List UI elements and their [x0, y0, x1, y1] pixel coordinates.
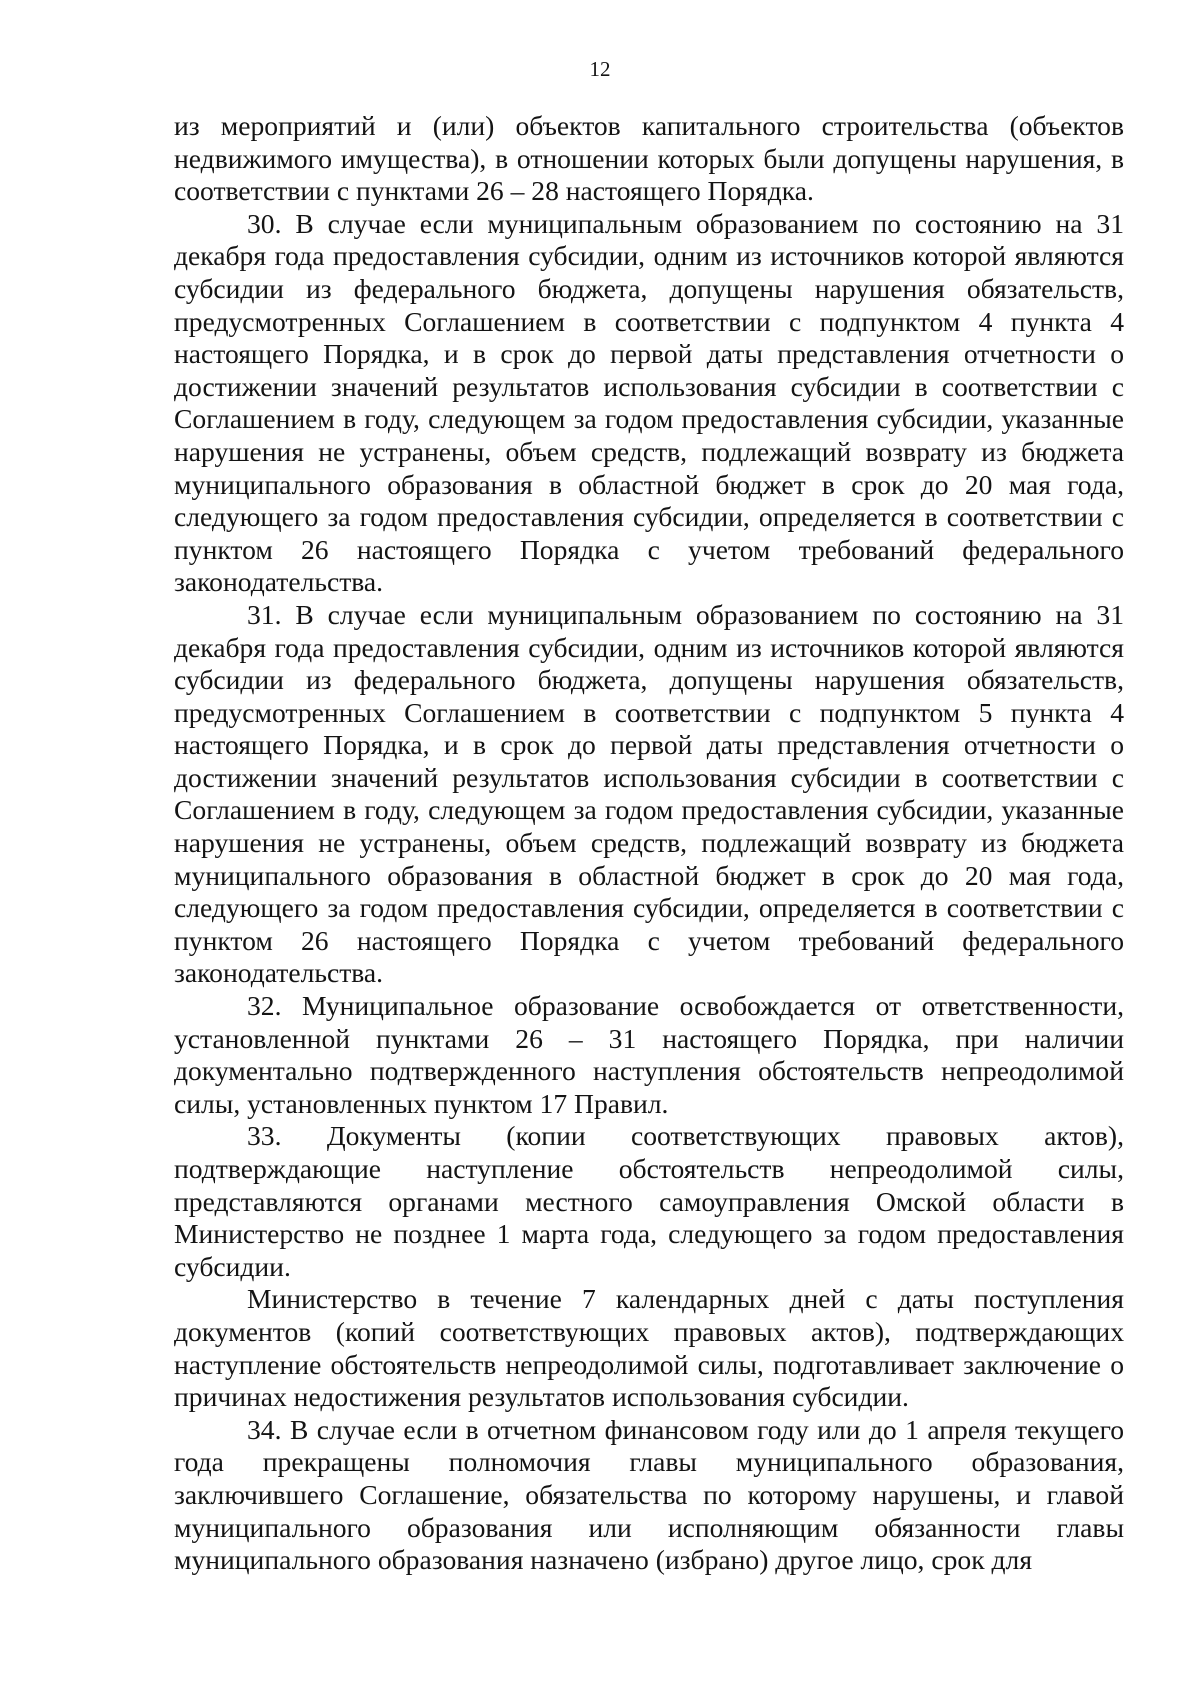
page-number: 12 [589, 57, 611, 81]
paragraph-32: 32. Муниципальное образование освобождается от ответственности, установленной пунктами 26 – 31 настоящего Порядка, при наличии документально подтвержденного наступления обстоятельств непреодолимой силы, установленных пунктом 17 Правил. [174, 990, 1124, 1119]
paragraph-33-continuation: Министерство в течение 7 календарных дней с даты поступления документов (копий соответствующих правовых актов), подтверждающих наступление обстоятельств непреодолимой силы, подготавливает заключение о причинах недостижения результатов использования субсидии. [174, 1283, 1124, 1413]
paragraph-31: 31. В случае если муниципальным образованием по состоянию на 31 декабря года предоставления субсидии, одним из источников которой являются субсидии из федерального бюджета, допущены нарушения обязательств, предусмотренных Соглашением в соответствии с подпунктом 5 пункта 4 настоящего Порядка, и в срок до первой даты представления отчетности о достижении значений результатов использования субсидии в соответствии с Соглашением в году, следующем за годом предоставления субсидии, указанные нарушения не устранены, объем средств, подлежащий возврату из бюджета муниципального образования в областной бюджет в срок до 20 мая года, следующего за годом предоставления субсидии, определяется в соответствии с пунктом 26 настоящего Порядка с учетом требований федерального законодательства. [174, 598, 1124, 989]
document-body [174, 110, 1124, 1577]
paragraph-33: 33. Документы (копии соответствующих правовых актов), подтверждающие наступление обстоятельств непреодолимой силы, представляются органами местного самоуправления Омской области в Министерство не позднее 1 марта года, следующего за годом предоставления субсидии. [174, 1120, 1124, 1282]
paragraph-34: 34. В случае если в отчетном финансовом году или до 1 апреля текущего года прекращены полномочия главы муниципального образования, заключившего Соглашение, обязательства по которому нарушены, и главой муниципального образования или исполняющим обязанности главы муниципального образования назначено (избрано) другое лицо, срок для [174, 1413, 1124, 1576]
paragraph-30: 30. В случае если муниципальным образованием по состоянию на 31 декабря года предоставления субсидии, одним из источников которой являются субсидии из федерального бюджета, допущены нарушения обязательств, предусмотренных Соглашением в соответствии с подпунктом 4 пункта 4 настоящего Порядка, и в срок до первой даты представления отчетности о достижении значений результатов использования субсидии в соответствии с Соглашением в году, следующем за годом предоставления субсидии, указанные нарушения не устранены, объем средств, подлежащий возврату из бюджета муниципального образования в областной бюджет в срок до 20 мая года, следующего за годом предоставления субсидии, определяется в соответствии с пунктом 26 настоящего Порядка с учетом требований федерального законодательства. [174, 207, 1124, 598]
paragraph-continuation: из мероприятий и (или) объектов капитального строительства (объектов недвижимого имущества), в отношении которых были допущены нарушения, в соответствии с пунктами 26 – 28 настоящего Порядка. [174, 110, 1124, 207]
